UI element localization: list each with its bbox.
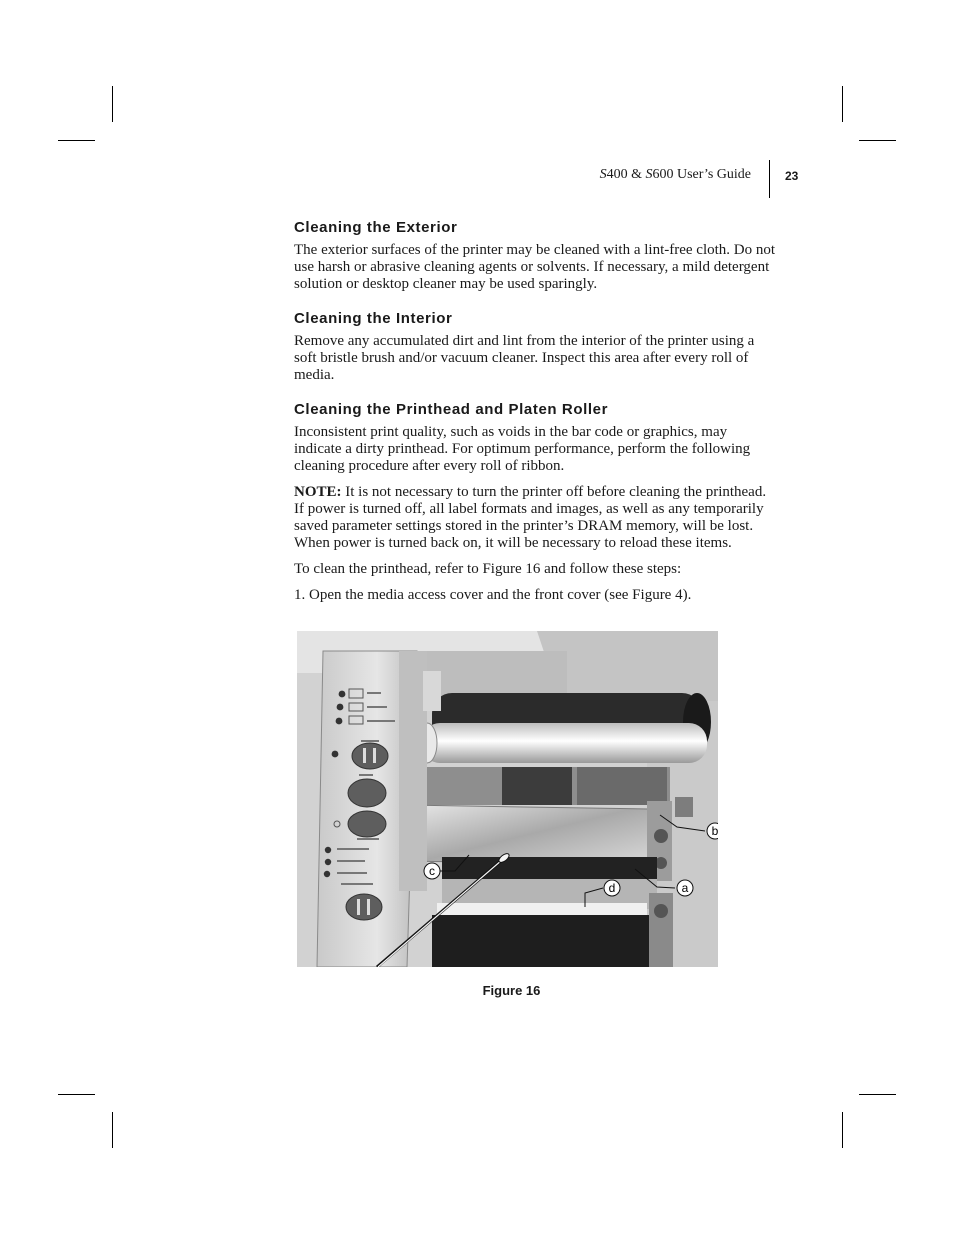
model-letter: S xyxy=(645,167,653,182)
callout-d xyxy=(604,880,620,896)
model-letter: S xyxy=(599,167,607,182)
note-label: NOTE: xyxy=(294,484,342,500)
crop-mark xyxy=(112,86,113,122)
procedure-intro: To clean the printhead, refer to Figure 16 and follow these steps: xyxy=(294,561,682,577)
crop-mark xyxy=(58,140,95,141)
crop-mark xyxy=(112,1112,113,1148)
printer-illustration xyxy=(297,631,718,967)
running-header xyxy=(600,167,751,183)
section-heading: Cleaning the Interior xyxy=(294,310,453,327)
callout-c xyxy=(424,863,440,879)
crop-mark xyxy=(842,86,843,122)
body-paragraph: Inconsistent print quality, such as voids in the bar code or graphics, may indicate a dirty printhead. For optimum performance, perform the following cleaning procedure after every roll of ribbon. xyxy=(294,424,751,474)
crop-mark xyxy=(842,1112,843,1148)
figure-caption: Figure 16 xyxy=(482,983,541,998)
section-exterior xyxy=(294,218,776,293)
section-heading: Cleaning the Printhead and Platen Roller xyxy=(294,401,609,418)
header-title-part: 400 & xyxy=(606,167,646,182)
callout-label: a xyxy=(681,881,689,895)
section-interior xyxy=(294,309,776,384)
note-paragraph xyxy=(294,484,776,552)
figure-printer-interior xyxy=(297,631,718,967)
callout-b xyxy=(707,823,718,839)
section-printhead xyxy=(294,400,776,604)
section-heading: Cleaning the Exterior xyxy=(294,219,458,236)
callout-label: c xyxy=(429,864,435,878)
body-paragraph: Remove any accumulated dirt and lint from the interior of the printer using a soft bristle brush and/or vacuum cleaner. Inspect this area after every roll of media. xyxy=(294,333,755,383)
callout-label: b xyxy=(711,824,718,838)
callout-a xyxy=(677,880,693,896)
crop-mark xyxy=(859,140,896,141)
page-content xyxy=(294,218,776,604)
header-title-part: 600 User’s Guide xyxy=(652,167,751,182)
crop-mark xyxy=(859,1094,896,1095)
note-text: It is not necessary to turn the printer off before cleaning the printhead. If power is turned off, all label formats and images, as well as any temporarily saved parameter settings stored in the printer’s DRAM memory, will be lost. When power is turned back on, it will be necessary to reload these items. xyxy=(294,484,767,551)
body-paragraph: The exterior surfaces of the printer may be cleaned with a lint-free cloth. Do not use harsh or abrasive cleaning agents or solvents. If necessary, a mild detergent solution or desktop cleaner may be used sparingly. xyxy=(294,242,776,292)
header-divider xyxy=(769,160,770,198)
procedure-step: 1. Open the media access cover and the front cover (see Figure 4). xyxy=(294,587,692,603)
crop-mark xyxy=(58,1094,95,1095)
page-number: 23 xyxy=(785,169,799,183)
callout-label: d xyxy=(608,881,616,895)
